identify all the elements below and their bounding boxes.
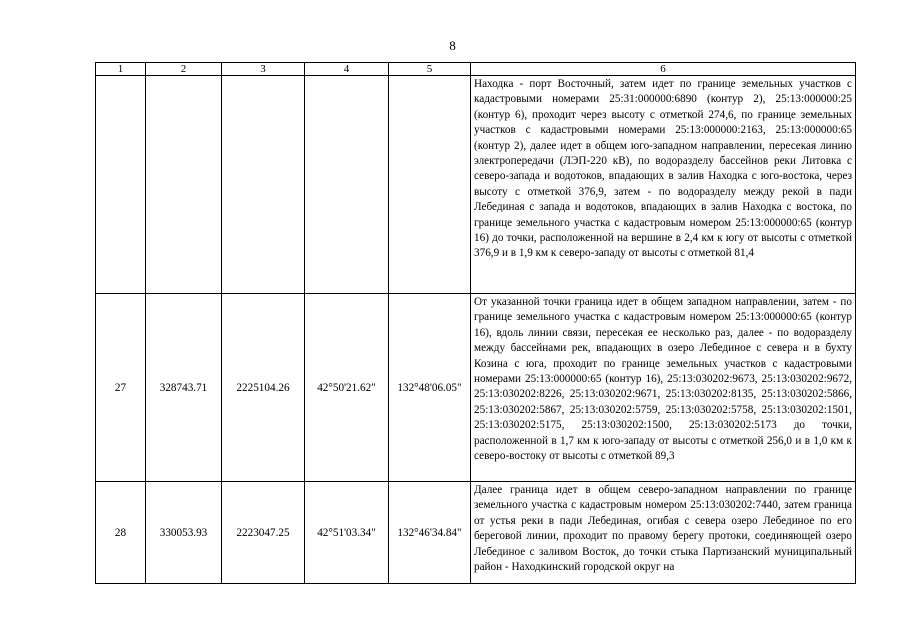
point-number-cell: 28 <box>96 482 146 584</box>
column-header: 4 <box>305 63 389 76</box>
boundary-description-text: Находка - порт Восточный, затем идет по границе земельных участков с кадастровыми номерами 25:31:000000:6890 (контур 2), 25:13:000000:25 (контур 6), проходит через высоту с отметкой 274,6, по границе земельных участков с кадастровыми номерами 25:13:000000:2163, 25:13:000000:65 (контур 2), далее идет в общем юго-западном направлении, пересекая линию электропередачи (ЛЭП-220 кВ), по водоразделу бассейнов реки Литовка с северо-запада и водотоков, впадающих в залив Находка с юго-востока, через высоту с отметкой 376,9, затем - по водоразделу между рекой в пади Лебединая с запада и водотоков, впадающих в залив Находка с востока, по границе земельного участка с кадастровым номером 25:13:000000:65 (контур 16) до точки, расположенной на вершине в 2,4 км к югу от высоты с отметкой 376,9 и в 1,9 км к северо-западу от высоты с отметкой 81,4 <box>474 78 852 260</box>
longitude-cell: 132°46'34.84" <box>389 482 471 584</box>
boundary-description-cell <box>471 482 856 584</box>
boundary-description-cell <box>471 294 856 482</box>
x-coordinate-cell: 330053.93 <box>146 482 222 584</box>
y-coordinate-cell <box>222 76 305 294</box>
latitude-cell: 42°50'21.62" <box>305 294 389 482</box>
boundary-description-text: Далее граница идет в общем северо-западном направлении по границе земельного участка с кадастровым номером 25:13:030202:7440, затем граница от устья реки в пади Лебединая, огибая с севера озеро Лебединое по его береговой линии, проходит по правому берегу протоки, соединяющей озеро Лебединое с заливом Восток, до точки стыка Партизанский муниципальный район - Находкинский городской округ на <box>474 484 852 574</box>
x-coordinate-cell: 328743.71 <box>146 294 222 482</box>
latitude-cell <box>305 76 389 294</box>
boundary-points-table <box>95 62 856 584</box>
page-number: 8 <box>449 38 456 53</box>
boundary-description-text: От указанной точки граница идет в общем западном направлении, затем - по границе земельного участка с кадастровым номером 25:13:000000:65 (контур 16), вдоль линии связи, пересекая ее несколько раз, далее - по водоразделу между бассейнами рек, впадающих в озеро Лебединое с севера и в бухту Козина с юга, проходит по границе земельных участков с кадастровыми номерами 25:13:000000:65 (контур 16), 25:13:030202:9673, 25:13:030202:9672, 25:13:030202:8226, 25:13:030202:9671, 25:13:030202:8135, 25:13:030202:5866, 25:13:030202:5867, 25:13:030202:5759, 25:13:030202:5758, 25:13:030202:1501, 25:13:030202:5175, 25:13:030202:1500, 25:13:030202:5173 до точки, расположенной в 1,7 км к юго-западу от высоты с отметкой 256,0 и в 1,0 км к северо-востоку от высоты с отметкой 89,3 <box>474 296 852 463</box>
latitude-cell: 42°51'03.34" <box>305 482 389 584</box>
y-coordinate-cell: 2223047.25 <box>222 482 305 584</box>
table-row <box>96 76 856 294</box>
x-coordinate-cell <box>146 76 222 294</box>
column-header: 6 <box>471 63 856 76</box>
point-number-cell: 27 <box>96 294 146 482</box>
column-header: 5 <box>389 63 471 76</box>
column-header: 2 <box>146 63 222 76</box>
longitude-cell <box>389 76 471 294</box>
table-header-row <box>96 63 856 76</box>
table-row <box>96 294 856 482</box>
column-header: 3 <box>222 63 305 76</box>
table-row <box>96 482 856 584</box>
point-number-cell <box>96 76 146 294</box>
longitude-cell: 132°48'06.05" <box>389 294 471 482</box>
boundary-description-cell <box>471 76 856 294</box>
y-coordinate-cell: 2225104.26 <box>222 294 305 482</box>
column-header: 1 <box>96 63 146 76</box>
